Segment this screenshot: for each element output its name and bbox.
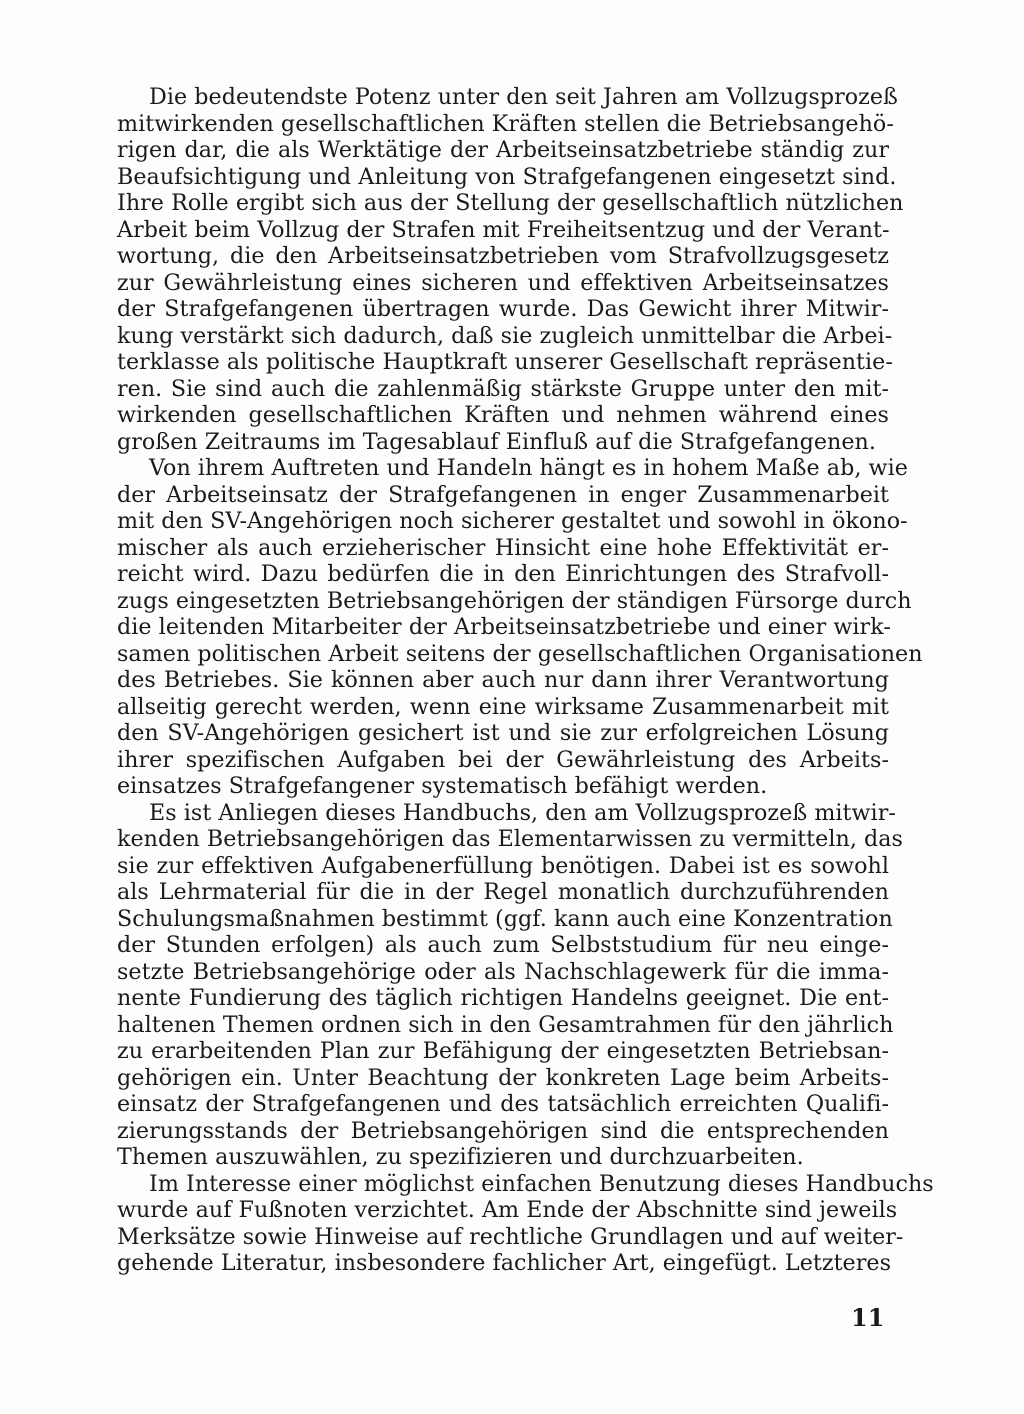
text-line: kung verstärkt sich dadurch, daß sie zugleich unmittelbar die Arbei- (117, 322, 893, 349)
text-line: mischer als auch erzieherischer Hinsicht eine hohe Effektivität er- (117, 534, 889, 561)
text-line: mit den SV-Angehörigen noch sicherer gestaltet und sowohl in ökono- (117, 508, 908, 534)
text-line: den SV-Angehörigen gesichert ist und sie zur erfolgreichen Lösung (117, 720, 889, 746)
text-line: zierungsstands der Betriebsangehörigen sind die entsprechenden (117, 1117, 889, 1144)
body-text (117, 84, 934, 1277)
text-line: einsatz der Strafgefangenen und des tatsächlich erreichten Qualifi- (117, 1091, 889, 1117)
text-line: einsatzes Strafgefangener systematisch befähigt werden. (117, 773, 768, 799)
text-line: Merksätze sowie Hinweise auf rechtliche Grundlagen und auf weiter- (117, 1223, 904, 1250)
text-line: gehörigen ein. Unter Beachtung der konkreten Lage beim Arbeits- (117, 1064, 889, 1091)
text-line: wortung, die den Arbeitseinsatzbetrieben vom Strafvollzugsgesetz (117, 243, 889, 269)
text-line: setzte Betriebsangehörige oder als Nachschlagewerk für die imma- (117, 958, 889, 985)
text-line: als Lehrmaterial für die in der Regel monatlich durchzuführenden (117, 879, 889, 905)
text-line: gehende Literatur, insbesondere fachlicher Art, eingefügt. Letzteres (117, 1250, 892, 1276)
text-line: haltenen Themen ordnen sich in den Gesamtrahmen für den jährlich (117, 1011, 894, 1038)
text-line: mitwirkenden gesellschaftlichen Kräften stellen die Betriebsangehö- (117, 110, 894, 137)
text-line: zur Gewährleistung eines sicheren und effektiven Arbeitseinsatzes (117, 269, 889, 296)
text-line: Schulungsmaßnahmen bestimmt (ggf. kann auch eine Konzentration (117, 905, 893, 932)
text-line: ihrer spezifischen Aufgaben bei der Gewährleistung des Arbeits- (117, 746, 889, 773)
text-line: allseitig gerecht werden, wenn eine wirksame Zusammenarbeit mit (117, 693, 889, 720)
text-line: Beaufsichtigung und Anleitung von Strafgefangenen eingesetzt sind. (117, 163, 897, 190)
text-line: Ihre Rolle ergibt sich aus der Stellung der gesellschaftlich nützlichen (117, 190, 904, 216)
text-line: sie zur effektiven Aufgabenerfüllung benötigen. Dabei ist es sowohl (117, 852, 889, 879)
text-line: kenden Betriebsangehörigen das Elementarwissen zu vermitteln, das (117, 826, 903, 852)
text-line: der Strafgefangenen übertragen wurde. Das Gewicht ihrer Mitwir- (117, 296, 889, 322)
text-line: zu erarbeitenden Plan zur Befähigung der eingesetzten Betriebsan- (117, 1038, 889, 1064)
text-line: Arbeit beim Vollzug der Strafen mit Freiheitsentzug und der Verant- (117, 216, 890, 243)
text-line: reicht wird. Dazu bedürfen die in den Einrichtungen des Strafvoll- (117, 561, 889, 587)
text-line: rigen dar, die als Werktätige der Arbeitseinsatzbetriebe ständig zur (117, 137, 889, 163)
text-line: die leitenden Mitarbeiter der Arbeitseinsatzbetriebe und einer wirk- (117, 614, 891, 640)
text-line: samen politischen Arbeit seitens der gesellschaftlichen Organisationen (117, 640, 923, 667)
text-line: großen Zeitraums im Tagesablauf Einfluß auf die Strafgefangenen. (117, 428, 876, 455)
text-line: Im Interesse einer möglichst einfachen Benutzung dieses Handbuchs (149, 1170, 934, 1197)
text-line: Themen auszuwählen, zu spezifizieren und durchzuarbeiten. (117, 1144, 804, 1170)
text-line: des Betriebes. Sie können aber auch nur dann ihrer Verantwortung (117, 667, 889, 693)
text-line: ren. Sie sind auch die zahlenmäßig stärkste Gruppe unter den mit- (117, 375, 889, 402)
text-line: der Arbeitseinsatz der Strafgefangenen in enger Zusammenarbeit (117, 481, 889, 508)
text-line: nente Fundierung des täglich richtigen Handelns geeignet. Die ent- (117, 985, 889, 1011)
text-line: Von ihrem Auftreten und Handeln hängt es in hohem Maße ab, wie (149, 455, 908, 481)
text-line: Die bedeutendste Potenz unter den seit Jahren am Vollzugsprozeß (149, 84, 898, 110)
text-line: wurde auf Fußnoten verzichtet. Am Ende der Abschnitte sind jeweils (117, 1197, 898, 1223)
page-number: 11 (851, 1303, 885, 1332)
text-line: der Stunden erfolgen) als auch zum Selbststudium für neu einge- (117, 932, 889, 958)
text-line: terklasse als politische Hauptkraft unserer Gesellschaft repräsentie- (117, 349, 893, 375)
text-line: wirkenden gesellschaftlichen Kräften und nehmen während eines (117, 402, 889, 428)
text-line: Es ist Anliegen dieses Handbuchs, den am Vollzugsprozeß mitwir- (149, 799, 896, 826)
text-line: zugs eingesetzten Betriebsangehörigen der ständigen Fürsorge durch (117, 587, 912, 614)
